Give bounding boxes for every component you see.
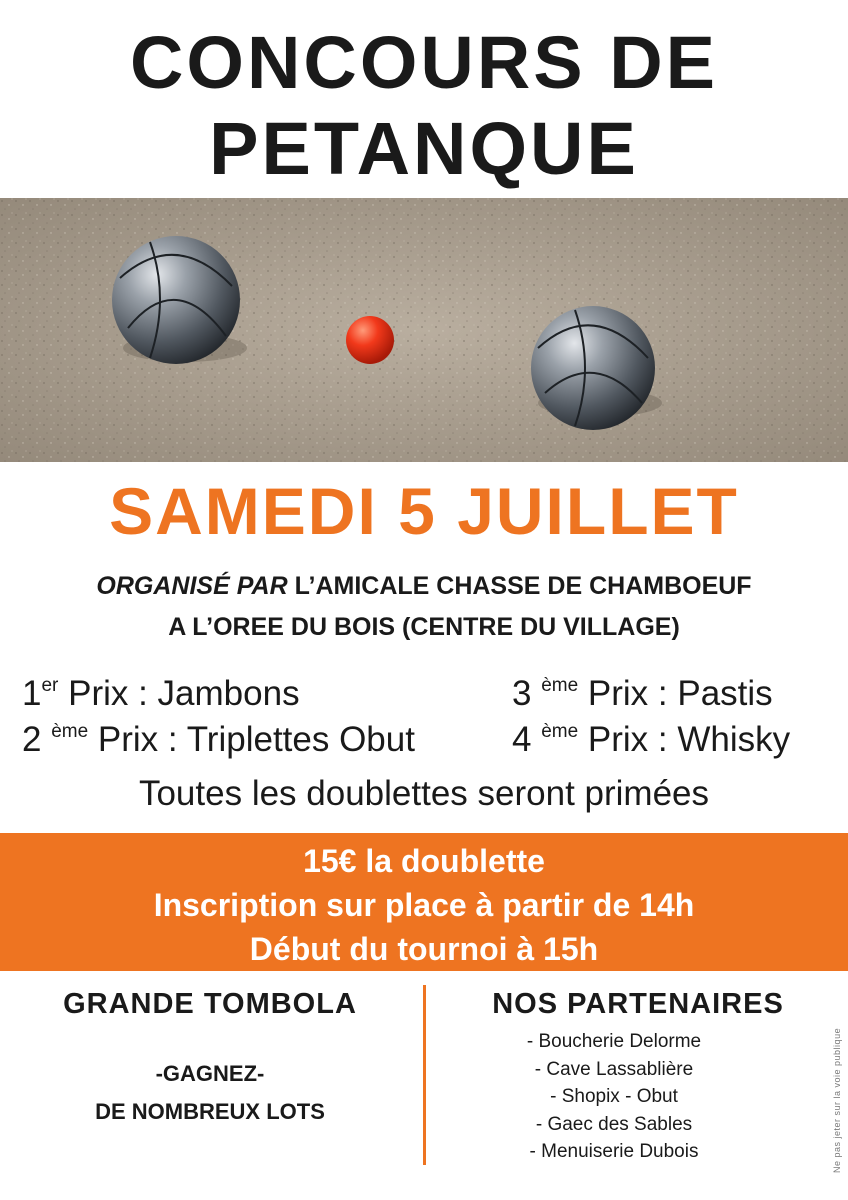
- doublettes-note: Toutes les doublettes seront primées: [138, 774, 710, 813]
- boules-photo: [0, 198, 848, 462]
- info-band: [0, 833, 848, 971]
- partner-item: - Shopix - Obut: [550, 1086, 678, 1107]
- prize-text: Prix : Pastis: [587, 674, 773, 713]
- prize-rank-suffix: ème: [541, 721, 579, 742]
- prize-4: [512, 722, 790, 757]
- organizer-name: L’AMICALE CHASSE DE CHAMBOEUF: [294, 572, 752, 600]
- prize-rank-suffix: ème: [541, 675, 579, 696]
- registration-info: Inscription sur place à partir de 14h: [153, 887, 695, 923]
- tombola-line2: DE NOMBREUX LOTS: [95, 1099, 325, 1124]
- poster-title-line2: PETANQUE: [209, 107, 639, 190]
- prize-rank: 1: [22, 674, 42, 713]
- prize-text: Prix : Triplettes Obut: [97, 720, 415, 759]
- partner-item: - Boucherie Delorme: [526, 1031, 702, 1052]
- prize-text: Prix : Whisky: [587, 720, 791, 759]
- prize-3: [512, 676, 773, 711]
- tombola-title: GRANDE TOMBOLA: [63, 988, 357, 1020]
- column-divider: [423, 985, 426, 1165]
- petanque-boule-icon: [531, 306, 655, 430]
- cochonnet-icon: [346, 316, 394, 364]
- prize-2: [22, 722, 415, 757]
- prize-rank-suffix: ème: [51, 721, 89, 742]
- prize-rank-suffix: er: [41, 675, 59, 696]
- prize-text: Prix : Jambons: [68, 674, 300, 713]
- organizer-prefix: ORGANISÉ PAR: [96, 572, 288, 600]
- tombola-line1: -GAGNEZ-: [155, 1061, 265, 1086]
- prize-1: [22, 676, 300, 711]
- event-location: A L’OREE DU BOIS (CENTRE DU VILLAGE): [168, 613, 680, 641]
- organizer-line: [0, 572, 848, 601]
- poster-title-line1: CONCOURS DE: [129, 21, 719, 104]
- side-disposal-note: Ne pas jeter sur la voie publique: [832, 1027, 842, 1173]
- partner-item: - Gaec des Sables: [535, 1114, 693, 1135]
- tournament-start: Début du tournoi à 15h: [249, 931, 599, 967]
- prize-rank: 3: [512, 674, 532, 713]
- partners-title: NOS PARTENAIRES: [492, 988, 784, 1020]
- partner-item: - Menuiserie Dubois: [529, 1141, 699, 1162]
- entry-price: 15€ la doublette: [303, 843, 545, 879]
- prize-rank: 4: [512, 720, 532, 759]
- prize-rank: 2: [22, 720, 42, 759]
- petanque-boule-icon: [112, 236, 240, 364]
- partner-item: - Cave Lassablière: [534, 1059, 694, 1080]
- event-date: SAMEDI 5 JUILLET: [109, 474, 739, 548]
